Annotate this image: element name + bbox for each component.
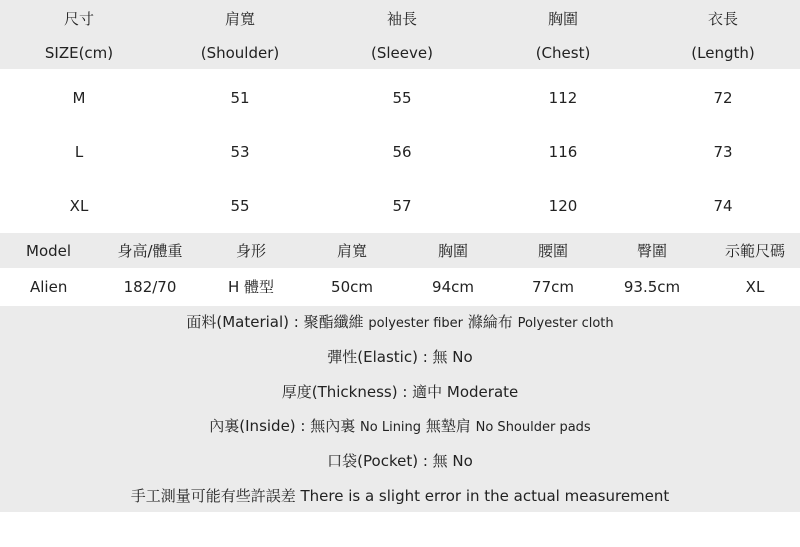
header-sleeve-en: (Sleeve) <box>371 44 433 62</box>
model-shoulder-cell: 50cm <box>331 278 373 296</box>
pocket-note: 口袋(Pocket) : 無 No <box>327 452 473 470</box>
model-header-waist: 腰圍 <box>537 242 569 260</box>
shoulder-cell: 53 <box>230 143 250 161</box>
model-height-weight-cell: 182/70 <box>123 278 177 296</box>
thickness-note: 厚度(Thickness) : 適中 Moderate <box>281 383 519 401</box>
elastic-note: 彈性(Elastic) : 無 No <box>327 348 473 366</box>
model-header-hip: 臀圍 <box>636 242 668 260</box>
shoulder-cell: 51 <box>230 89 250 107</box>
chest-cell: 112 <box>548 89 578 107</box>
model-body-type-cell: H 體型 <box>227 278 275 296</box>
model-size-cell: XL <box>745 278 765 296</box>
header-shoulder-zh: 肩寬 <box>224 10 256 28</box>
length-cell: 72 <box>713 89 733 107</box>
size-cell: XL <box>69 197 89 215</box>
model-name-cell: Alien <box>30 278 68 296</box>
header-sleeve-zh: 袖長 <box>386 10 418 28</box>
model-header-shoulder: 肩寬 <box>336 242 368 260</box>
length-cell: 74 <box>713 197 733 215</box>
model-waist-cell: 77cm <box>532 278 574 296</box>
header-length-zh: 衣長 <box>707 10 739 28</box>
material-cloth-en: Polyester cloth <box>517 316 614 331</box>
material-label: 面料(Material) : 聚酯纖維 <box>186 313 364 331</box>
inside-pad-zh: 無墊肩 <box>425 417 471 435</box>
header-chest-en: (Chest) <box>535 44 591 62</box>
material-note <box>0 312 800 334</box>
inside-lining: No Lining <box>360 420 422 435</box>
sleeve-cell: 55 <box>392 89 412 107</box>
model-header-name: Model <box>26 242 72 260</box>
model-header-size: 示範尺碼 <box>724 242 786 260</box>
model-header-height-weight: 身高/體重 <box>117 242 183 260</box>
chest-cell: 116 <box>548 143 578 161</box>
model-chest-cell: 94cm <box>432 278 474 296</box>
header-chest-zh: 胸圍 <box>547 10 579 28</box>
size-cell: M <box>72 89 86 107</box>
model-header-chest: 胸圍 <box>437 242 469 260</box>
measurement-error-note: 手工測量可能有些許誤差 There is a slight error in the actual measurement <box>130 487 670 505</box>
model-header-body-type: 身形 <box>235 242 267 260</box>
length-cell: 73 <box>713 143 733 161</box>
header-shoulder-en: (Shoulder) <box>200 44 280 62</box>
chest-cell: 120 <box>548 197 578 215</box>
size-cell: L <box>74 143 84 161</box>
material-fiber: polyester fiber <box>368 316 464 331</box>
material-cloth-zh: 滌綸布 <box>467 313 513 331</box>
inside-pad-en: No Shoulder pads <box>475 420 591 435</box>
shoulder-cell: 55 <box>230 197 250 215</box>
model-hip-cell: 93.5cm <box>623 278 681 296</box>
header-length-en: (Length) <box>691 44 755 62</box>
notes-band <box>0 306 800 512</box>
inside-label: 內裏(Inside) : 無內裏 <box>209 417 356 435</box>
sleeve-cell: 56 <box>392 143 412 161</box>
inside-note <box>0 416 800 438</box>
header-size-zh: 尺寸 <box>63 10 95 28</box>
header-size-en: SIZE(cm) <box>44 44 114 62</box>
sleeve-cell: 57 <box>392 197 412 215</box>
